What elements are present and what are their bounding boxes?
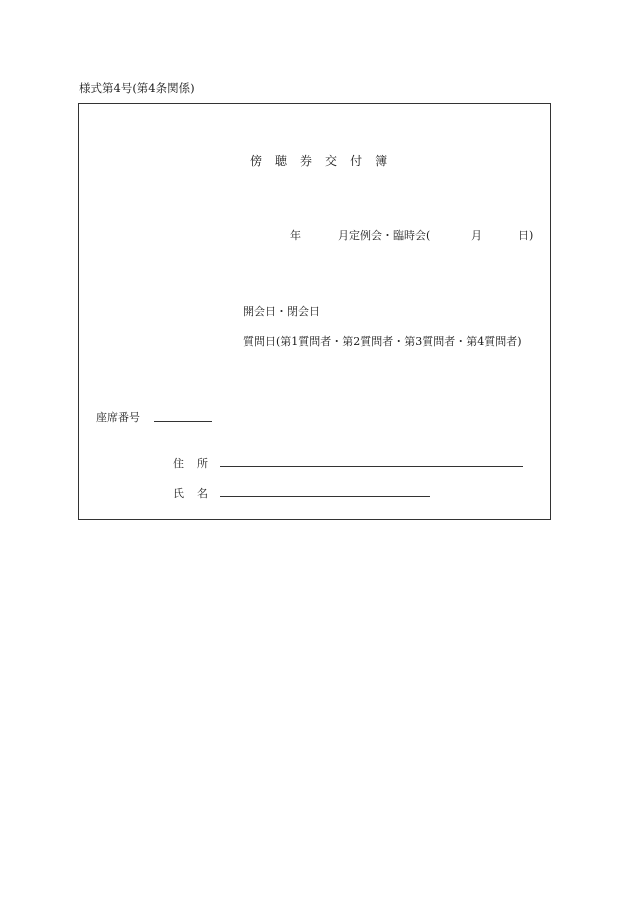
title-char: 券	[300, 154, 313, 168]
session-month: 月	[471, 229, 482, 242]
session-day: 日)	[518, 229, 534, 242]
title-char: 聴	[275, 154, 288, 168]
session-line	[290, 227, 535, 243]
title-char: 傍	[250, 154, 263, 168]
form-title	[250, 152, 387, 169]
opening-closing-day: 開会日・閉会日	[243, 305, 320, 318]
address-label-char: 住	[173, 457, 184, 470]
seat-number-label: 座席番号	[96, 411, 140, 424]
address-label	[173, 455, 208, 471]
session-month-type: 月定例会・臨時会(	[338, 229, 431, 242]
title-char: 付	[350, 154, 363, 168]
form-number-label: 様式第4号(第4条関係)	[79, 81, 195, 95]
session-year: 年	[290, 229, 301, 242]
title-char: 簿	[375, 154, 388, 168]
name-label-char: 氏	[173, 487, 184, 500]
address-field[interactable]	[220, 466, 523, 467]
name-label-char: 名	[197, 487, 208, 500]
name-field[interactable]	[220, 496, 430, 497]
title-char: 交	[325, 154, 338, 168]
question-day: 質問日(第1質問者・第2質問者・第3質問者・第4質問者)	[243, 335, 522, 348]
seat-number-field[interactable]	[154, 421, 212, 422]
name-label	[173, 485, 208, 501]
address-label-char: 所	[197, 457, 208, 470]
